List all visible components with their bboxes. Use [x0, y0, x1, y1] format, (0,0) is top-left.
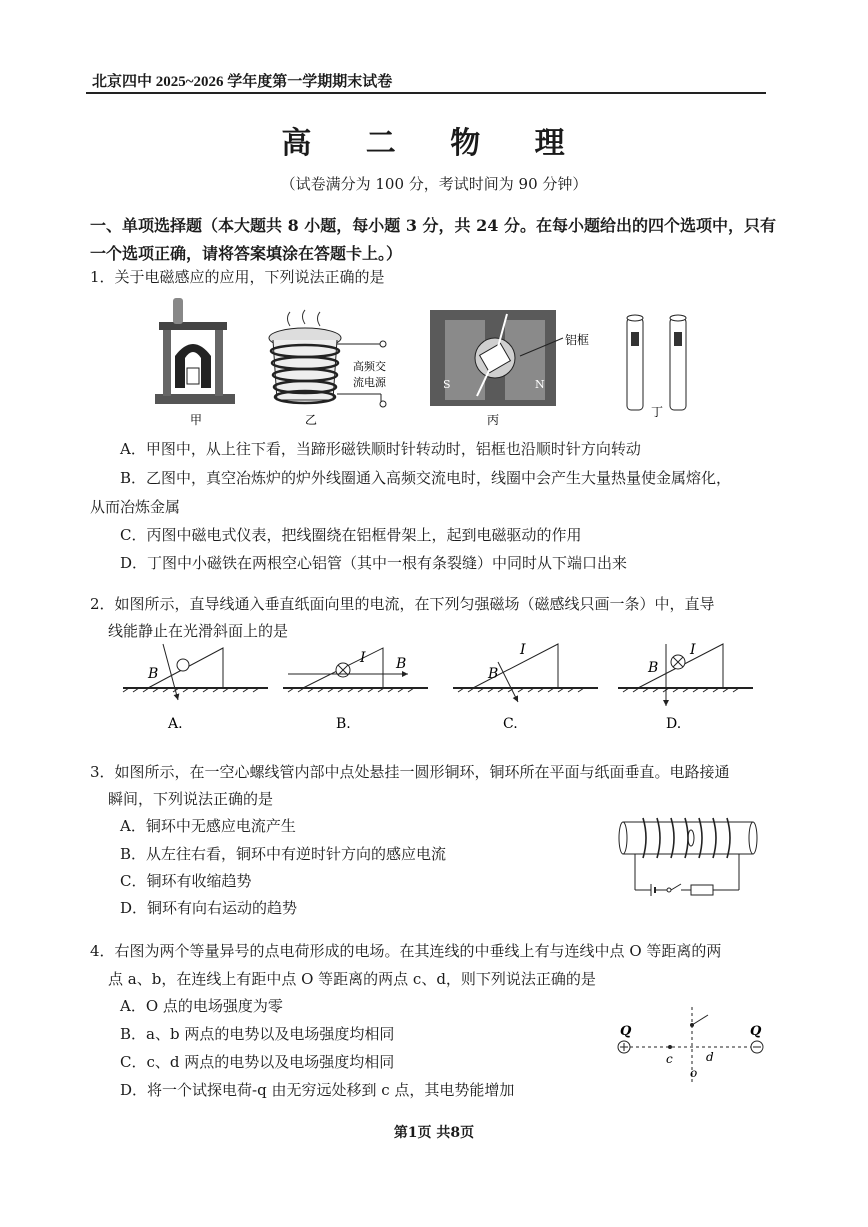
section-heading: 一、单项选择题（本大题共 8 小题，每小题 3 分，共 24 分。在每小题给出的四个选项中，只有一个选项正确，请将答案填涂在答题卡上。）	[90, 216, 776, 263]
copper-ring	[688, 830, 694, 846]
q4-option-c: C．c、d 两点的电势以及电场强度均相同	[120, 1053, 395, 1071]
q3-option-b: B．从左往右看，铜环中有逆时针方向的感应电流	[120, 845, 447, 863]
q3-option-c: C．铜环有收缩趋势	[120, 872, 252, 890]
page-subtitle: （试卷满分为 100 分，考试时间为 90 分钟）	[280, 175, 588, 193]
q4-stem-1: 4．右图为两个等量异号的点电荷形成的电场。在其连线的中垂线上有与连线中点 O 等距离的两	[90, 942, 722, 960]
q1-option-b: B．乙图中，真空冶炼炉的炉外线圈通入高频交流电时，线圈中会产生大量热量使金属熔化，	[120, 469, 732, 487]
q2-choice-d: D.	[666, 716, 682, 732]
q4-option-a: A．O 点的电场强度为零	[120, 997, 283, 1015]
q2-choice-c: C.	[503, 716, 518, 732]
q4-option-d: D．将一个试探电荷-q 由无穷远处移到 c 点，其电势能增加	[120, 1081, 515, 1099]
q4-stem-2: 点 a、b，在连线上有距中点 O 等距离的两点 c、d，则下列说法正确的是	[108, 970, 596, 988]
label-frame: 铝框	[565, 333, 590, 347]
fig-jia	[155, 298, 235, 427]
fig-yi	[269, 310, 387, 427]
q4-option-b: B．a、b 两点的电势以及电场强度均相同	[120, 1025, 395, 1043]
q3-stem-1: 3．如图所示，在一空心螺线管内部中点处悬挂一圆形铜环，铜环所在平面与纸面垂直。电路接通	[90, 763, 730, 781]
q2-stem-2: 线能静止在光滑斜面上的是	[108, 622, 289, 640]
svg-text:B: B	[648, 660, 659, 676]
q3-solenoid-circuit	[615, 808, 765, 900]
q2-choice-b: B.	[336, 716, 351, 732]
q2-figures	[118, 640, 758, 740]
header-rule	[86, 92, 766, 94]
q1-option-d: D．丁图中小磁铁在两根空心铝管（其中一根有条裂缝）中同时从下端口出来	[120, 554, 628, 572]
q2-stem-1: 2．如图所示，直导线通入垂直纸面向里的电流，在下列匀强磁场（磁感线只画一条）中，直导	[90, 595, 715, 613]
q2-fig-d	[618, 642, 753, 732]
q2-fig-b	[283, 648, 428, 732]
label-o: o	[690, 1066, 698, 1080]
svg-text:B: B	[488, 666, 499, 682]
q2-choice-a: A.	[168, 716, 183, 732]
svg-text:I: I	[520, 642, 526, 658]
q1-option-b-cont: 从而冶炼金属	[90, 498, 181, 516]
q1-option-c: C．丙图中磁电式仪表，把线圈绕在铝框骨架上，起到电磁驱动的作用	[120, 526, 582, 544]
svg-text:I: I	[360, 650, 366, 666]
fig-ding	[627, 315, 686, 419]
q2-fig-a	[123, 644, 268, 732]
q1-option-a: A．甲图中，从上往下看，当蹄形磁铁顺时针转动时，铝框也沿顺时针方向转动	[120, 440, 641, 458]
q3-stem-2: 瞬间，下列说法正确的是	[108, 790, 274, 808]
label-q-left: Q	[620, 1024, 632, 1039]
q4-field-diagram	[612, 1005, 772, 1085]
label-power-1: 高频交	[353, 360, 386, 373]
page-footer: 第1页 共8页	[393, 1125, 475, 1141]
label-yi: 乙	[305, 413, 318, 427]
q3-option-a: A．铜环中无感应电流产生	[120, 817, 296, 835]
q2-fig-c	[453, 642, 598, 732]
label-d: d	[706, 1050, 714, 1064]
svg-text:I: I	[690, 642, 696, 658]
svg-text:B: B	[396, 656, 407, 672]
label-c: c	[666, 1052, 673, 1066]
label-power-2: 流电源	[353, 376, 386, 389]
page-title: 高 二 物 理	[281, 126, 587, 161]
q1-figures	[145, 296, 705, 430]
exam-header: 北京四中 2025~2026 学年度第一学期期末试卷	[92, 74, 393, 90]
label-jia: 甲	[190, 413, 203, 427]
label-bing: 丙	[487, 413, 500, 427]
label-n: N	[535, 378, 545, 391]
fig-bing	[430, 310, 589, 427]
label-q-right: Q	[750, 1024, 762, 1039]
svg-text:B: B	[148, 666, 159, 682]
label-ding: 丁	[651, 405, 664, 419]
label-s: S	[443, 378, 451, 391]
q3-option-d: D．铜环有向右运动的趋势	[120, 899, 298, 917]
q1-stem: 1．关于电磁感应的应用，下列说法正确的是	[90, 268, 385, 286]
